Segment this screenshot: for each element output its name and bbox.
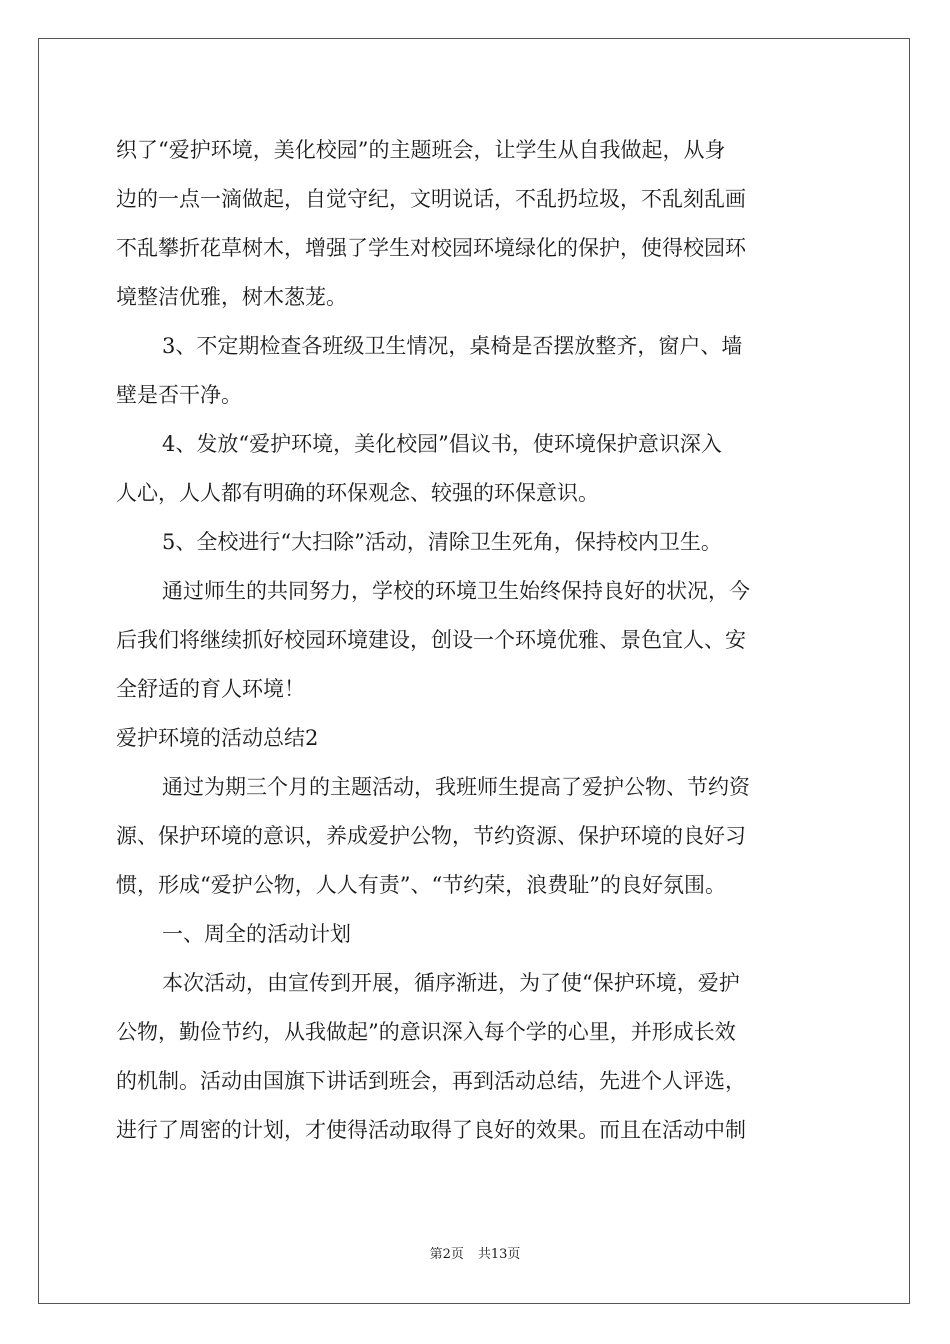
text-line: 通过为期三个月的主题活动，我班师生提高了爱护公物、节约资: [162, 775, 750, 799]
page-number-current: 第2页: [429, 1247, 464, 1262]
text-line: 不乱攀折花草树木，增强了学生对校园环境绿化的保护，使得校园环: [116, 236, 746, 260]
text-line: 源、保护环境的意识，养成爱护公物，节约资源、保护环境的良好习: [116, 824, 746, 848]
text-line: 4、发放“爱护环境，美化校园”倡议书，使环境保护意识深入: [162, 432, 722, 456]
text-line: 5、全校进行“大扫除”活动，清除卫生死角，保持校内卫生。: [162, 530, 722, 554]
subsection-heading: 一、周全的活动计划: [162, 922, 351, 946]
text-line: 的机制。活动由国旗下讲话到班会，再到活动总结，先进个人评选，: [116, 1069, 746, 1093]
text-line: 本次活动，由宣传到开展，循序渐进，为了使“保护环境，爱护: [162, 971, 740, 995]
text-line: 全舒适的育人环境！: [116, 677, 305, 701]
text-line: 公物，勤俭节约，从我做起”的意识深入每个学的心里，并形成长效: [116, 1020, 736, 1044]
text-line: 织了“爱护环境，美化校园”的主题班会，让学生从自我做起，从身: [116, 138, 726, 162]
text-line: 惯，形成“爱护公物，人人有责”、“节约荣，浪费耻”的良好氛围。: [116, 873, 726, 897]
page-number-total: 共13页: [477, 1247, 521, 1262]
text-line: 进行了周密的计划，才使得活动取得了良好的效果。而且在活动中制: [116, 1118, 746, 1142]
text-line: 壁是否干净。: [116, 383, 242, 407]
text-line: 边的一点一滴做起，自觉守纪，文明说话，不乱扔垃圾，不乱刻乱画: [116, 187, 746, 211]
text-line: 人心，人人都有明确的环保观念、较强的环保意识。: [116, 481, 599, 505]
text-line: 通过师生的共同努力，学校的环境卫生始终保持良好的状况，今: [162, 579, 750, 603]
section-heading: 爱护环境的活动总结2: [116, 726, 319, 750]
text-line: 境整洁优雅，树木葱茏。: [116, 285, 347, 309]
page-footer: [0, 1246, 950, 1264]
document-body: [116, 126, 836, 1155]
text-line: 3、不定期检查各班级卫生情况，桌椅是否摆放整齐，窗户、墙: [162, 334, 743, 358]
text-line: 后我们将继续抓好校园环境建设，创设一个环境优雅、景色宜人、安: [116, 628, 746, 652]
